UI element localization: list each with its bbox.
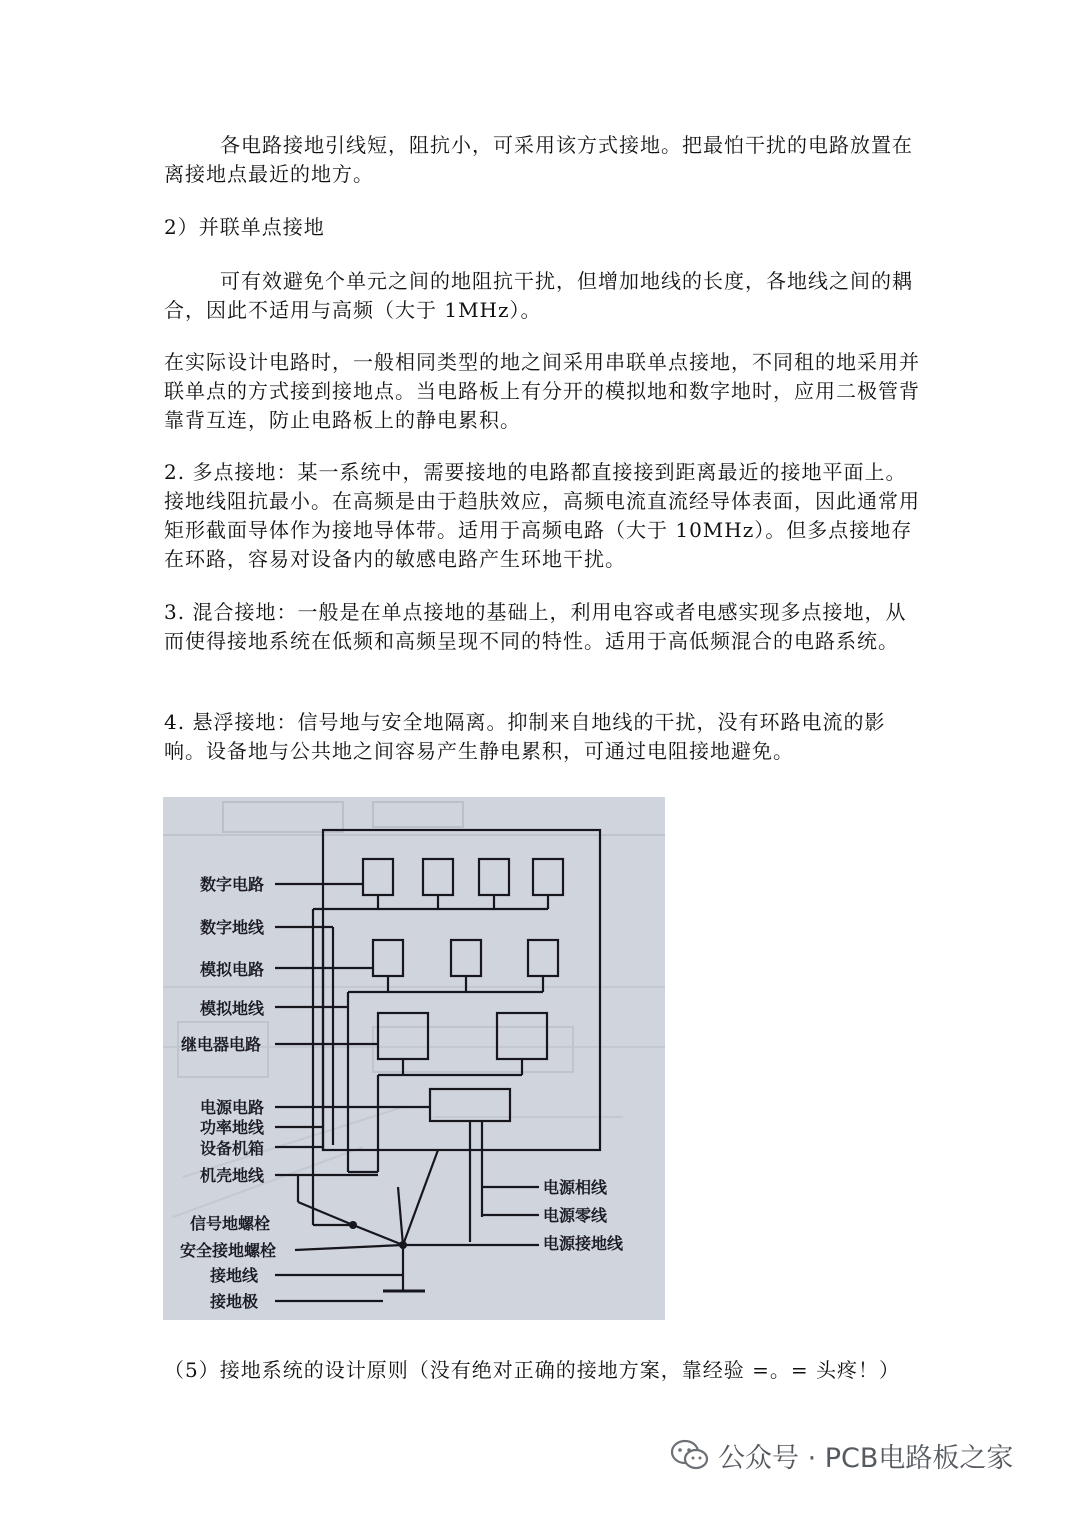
label-signal-ground-bolt: 信号地螺栓 <box>190 1214 271 1233</box>
digital-circuit-box <box>363 859 393 895</box>
paragraph-serial-summary: 各电路接地引线短，阻抗小，可采用该方式接地。把最怕干扰的电路放置在离接地点最近的地方。 <box>164 133 913 186</box>
safety-ground-bolt-node <box>399 1241 407 1249</box>
label-power-circuit: 电源电路 <box>200 1098 265 1117</box>
watermark-text: 公众号 · PCB电路板之家 <box>718 1442 1014 1474</box>
wechat-icon <box>670 1438 710 1472</box>
heading-parallel-single-point: 2）并联单点接地 <box>164 215 325 239</box>
enclosure-and-wiring <box>275 830 600 1301</box>
label-ground-electrode: 接地极 <box>210 1292 259 1311</box>
paragraph-practical-design: 在实际设计电路时，一般相同类型的地之间采用串联单点接地，不同租的地采用并联单点的方式接到接地点。当电路板上有分开的模拟地和数字地时，应用二极管背靠背互连，防止电路板上的静电累积。 <box>164 350 920 432</box>
label-analog-ground: 模拟地线 <box>200 999 265 1018</box>
label-power-phase: 电源相线 <box>543 1178 608 1197</box>
label-power-earth: 电源接地线 <box>543 1234 624 1253</box>
label-relay-circuit: 继电器电路 <box>181 1035 262 1054</box>
grounding-diagram <box>163 797 665 1320</box>
grounding-diagram-figure <box>163 797 665 1320</box>
paragraph-floating-grounding: 4. 悬浮接地：信号地与安全地隔离。抑制来自地线的干扰，没有环路电流的影响。设备地与公共地之间容易产生静电累积，可通过电阻接地避免。 <box>164 710 886 763</box>
label-power-ground: 功率地线 <box>200 1118 265 1137</box>
equipment-chassis-box <box>323 830 600 1150</box>
watermark <box>670 1432 1013 1478</box>
label-power-neutral: 电源零线 <box>543 1206 608 1225</box>
label-digital-circuit: 数字电路 <box>200 875 265 894</box>
label-ground-wire: 接地线 <box>210 1266 259 1285</box>
analog-circuit-box <box>373 940 403 976</box>
label-equipment-chassis: 设备机箱 <box>200 1139 265 1158</box>
caption-design-principles: （5）接地系统的设计原则（没有绝对正确的接地方案，靠经验 =。= 头疼！） <box>164 1358 900 1382</box>
left-labels <box>180 875 276 1311</box>
analog-circuit-box <box>451 940 481 976</box>
digital-circuit-box <box>479 859 509 895</box>
digital-circuit-box <box>423 859 453 895</box>
label-analog-circuit: 模拟电路 <box>200 960 265 979</box>
signal-ground-bolt-node <box>349 1221 357 1229</box>
label-safety-ground-bolt: 安全接地螺栓 <box>180 1241 277 1260</box>
paragraph-hybrid-grounding: 3. 混合接地：一般是在单点接地的基础上，利用电容或者电感实现多点接地，从而使得接地系统在低频和高频呈现不同的特性。适用于高低频混合的电路系统。 <box>164 600 907 653</box>
right-labels <box>543 1178 624 1253</box>
label-chassis-ground: 机壳地线 <box>200 1166 265 1185</box>
paragraph-multipoint-grounding: 2. 多点接地：某一系统中，需要接地的电路都直接接到距离最近的接地平面上。接地线阻抗最小。在高频是由于趋肤效应，高频电流直流经导体表面，因此通常用矩形截面导体作为接地导体带。适用于高频电路（大于 10MHz）。但多点接地存在环路，容易对设备内的敏感电路产生环地干扰。 <box>164 460 920 571</box>
label-digital-ground: 数字地线 <box>200 918 265 937</box>
relay-circuit-box <box>378 1013 428 1059</box>
analog-circuit-box <box>528 940 558 976</box>
paragraph-parallel-description: 可有效避免个单元之间的地阻抗干扰，但增加地线的长度，各地线之间的耦合，因此不适用与高频（大于 1MHz）。 <box>164 269 913 322</box>
digital-circuit-box <box>533 859 563 895</box>
safety-ground-bolt-lead <box>295 1245 403 1250</box>
relay-circuit-box <box>497 1013 547 1059</box>
